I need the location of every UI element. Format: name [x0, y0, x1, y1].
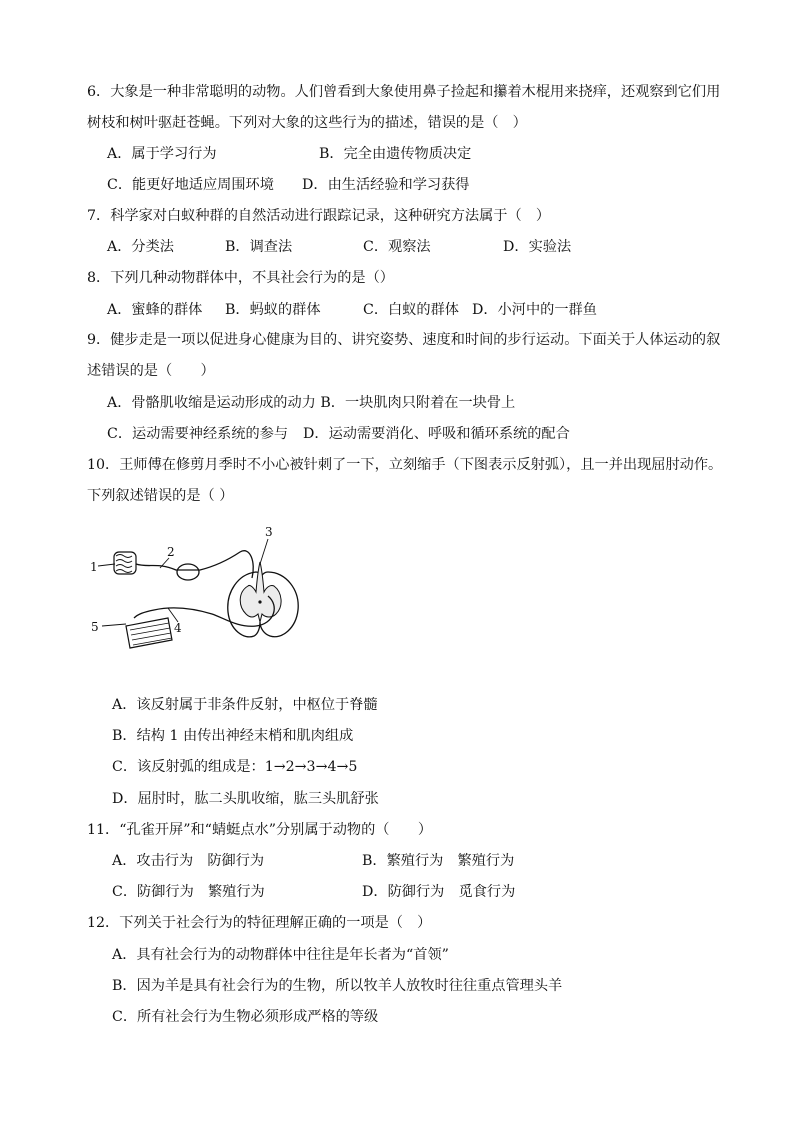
q12-option-b: B．因为羊是具有社会行为的生物，所以牧羊人放牧时往往重点管理头羊 [112, 978, 563, 994]
q11-stem: 11．“孔雀开屏”和“蜻蜓点水”分别属于动物的（ ） [87, 822, 433, 838]
q7-option-a: A．分类法 [107, 239, 174, 255]
spinal-cord-section [228, 562, 298, 637]
q12-option-c: C．所有社会行为生物必须形成严格的等级 [112, 1009, 379, 1025]
effector-muscle [126, 618, 172, 648]
q12-option-a: A．具有社会行为的动物群体中往往是年长者为“首领” [112, 947, 449, 963]
q8-option-a: A．蜜蜂的群体 [107, 302, 203, 318]
q9-stem-line1: 9．健步走是一项以促进身心健康为目的、讲究姿势、速度和时间的步行运动。下面关于人体运动的叙 [87, 332, 721, 348]
q10-option-b: B．结构 1 由传出神经末梢和肌肉组成 [112, 728, 354, 744]
q8-stem: 8．下列几种动物群体中，不具社会行为的是（） [87, 270, 394, 286]
q10-stem-line1: 10．王师傅在修剪月季时不小心被针刺了一下，立刻缩手（下图表示反射弧），且一并出现屈肘动作。 [87, 457, 723, 473]
diagram-label-4: 4 [174, 621, 182, 635]
q7-option-b: B．调查法 [225, 239, 293, 255]
q11-option-a: A．攻击行为 防御行为 [112, 853, 265, 869]
q8-option-b: B．蚂蚁的群体 [225, 302, 321, 318]
ganglion [177, 564, 199, 580]
q9-option-d: D．运动需要消化、呼吸和循环系统的配合 [303, 426, 570, 442]
q9-option-ab: A．骨骼肌收缩是运动形成的动力 B．一块肌肉只附着在一块骨上 [107, 395, 516, 411]
q10-option-d: D．屈肘时，肱二头肌收缩，肱三头肌舒张 [112, 791, 379, 807]
q11-option-d: D．防御行为 觅食行为 [362, 884, 516, 900]
q7-option-c: C．观察法 [363, 239, 431, 255]
q6-option-b: B．完全由遗传物质决定 [319, 146, 472, 162]
diagram-label-2: 2 [167, 545, 175, 559]
reflex-arc-diagram [88, 522, 324, 658]
q9-option-c: C．运动需要神经系统的参与 [107, 426, 289, 442]
q8-option-d: D．小河中的一群鱼 [472, 302, 597, 318]
diagram-label-1: 1 [90, 560, 98, 574]
q11-option-b: B．繁殖行为 繁殖行为 [362, 853, 515, 869]
q6-option-d: D．由生活经验和学习获得 [302, 177, 470, 193]
q6-option-a: A．属于学习行为 [107, 146, 217, 162]
diagram-label-5: 5 [91, 620, 99, 634]
q7-option-d: D．实验法 [503, 239, 572, 255]
q6-option-c: C．能更好地适应周围环境 [107, 177, 274, 193]
q10-option-a: A．该反射属于非条件反射，中枢位于脊髓 [112, 697, 378, 713]
q10-stem-line2: 下列叙述错误的是（ ） [87, 488, 234, 504]
q7-stem: 7．科学家对白蚁种群的自然活动进行跟踪记录，这种研究方法属于（ ） [87, 208, 551, 224]
diagram-label-3: 3 [265, 525, 273, 539]
receptor-structure [114, 552, 136, 574]
q8-option-c: C．白蚁的群体 [363, 302, 459, 318]
q9-stem-line2: 述错误的是（ ） [87, 363, 215, 379]
q6-stem-line1: 6．大象是一种非常聪明的动物。人们曾看到大象使用鼻子捡起和攥着木棍用来挠痒，还观察到它们用 [87, 84, 721, 100]
q12-stem: 12．下列关于社会行为的特征理解正确的一项是（ ） [87, 915, 432, 931]
q10-option-c: C．该反射弧的组成是：1→2→3→4→5 [112, 759, 358, 775]
q11-option-c: C．防御行为 繁殖行为 [112, 884, 265, 900]
q6-stem-line2: 树枝和树叶驱赶苍蝇。下列对大象的这些行为的描述，错误的是（ ） [87, 115, 527, 131]
